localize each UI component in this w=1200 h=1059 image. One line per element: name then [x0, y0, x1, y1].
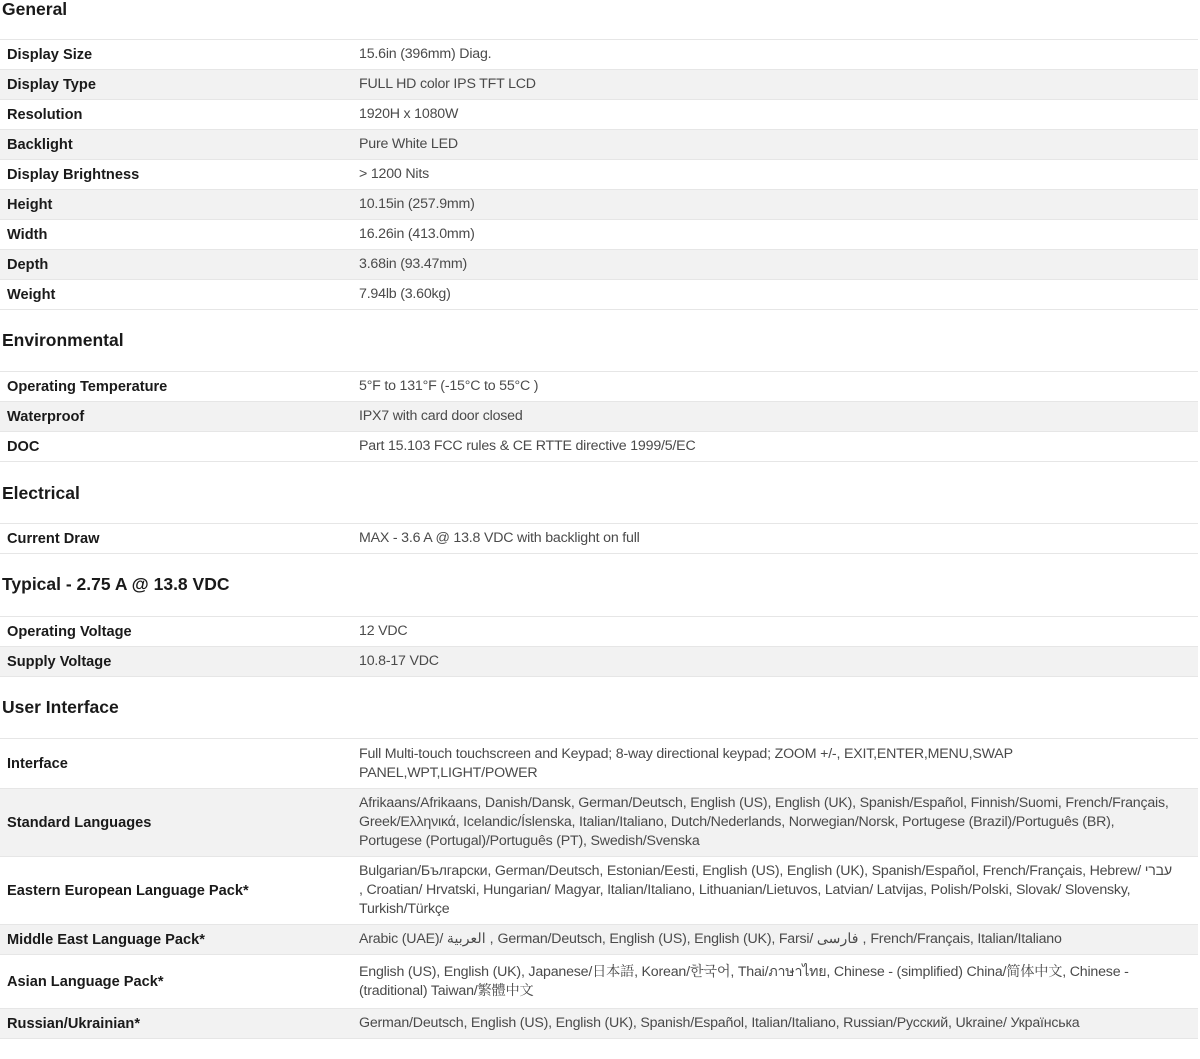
spec-value: 12 VDC — [359, 623, 408, 639]
section-general — [0, 0, 1200, 310]
spec-row-display-type — [0, 70, 1198, 100]
spec-table — [0, 39, 1198, 310]
spec-label: Middle East Language Pack* — [7, 931, 205, 948]
spec-row-eastern-european-pack — [0, 857, 1198, 925]
spec-value: 3.68in (93.47mm) — [359, 256, 467, 272]
spec-row-operating-voltage — [0, 617, 1198, 647]
spec-table — [0, 523, 1198, 554]
spec-label: Depth — [7, 256, 49, 273]
spec-row-resolution — [0, 100, 1198, 130]
spec-row-operating-temperature — [0, 372, 1198, 402]
spec-row-display-brightness — [0, 160, 1198, 190]
spec-label: Display Type — [7, 76, 96, 93]
spec-label: Display Brightness — [7, 166, 140, 183]
spec-label: Resolution — [7, 106, 83, 123]
spec-value: FULL HD color IPS TFT LCD — [359, 76, 536, 92]
spec-value: 5°F to 131°F (-15°C to 55°C ) — [359, 378, 539, 394]
spec-label: Standard Languages — [7, 814, 152, 831]
spec-row-supply-voltage — [0, 647, 1198, 677]
section-title: Environmental — [2, 330, 124, 350]
spec-value: Bulgarian/Български, German/Deutsch, Estonian/Eesti, English (US), English (UK), Spanish/Español, French/Français, Hebrew/ עברי , Croatian/ Hrvatski, Hungarian/ Magyar, Italian/Italiano, Lithuanian/Lietuvos, Latvian/ Latvijas, Polish/Polski, Slovak/ Slovensky, Turkish/Türkçe — [359, 863, 1172, 917]
spec-label: Waterproof — [7, 408, 85, 425]
spec-row-display-size — [0, 40, 1198, 70]
section-title: Typical - 2.75 A @ 13.8 VDC — [2, 574, 230, 594]
spec-table — [0, 738, 1198, 1039]
section-title: Electrical — [2, 483, 80, 503]
spec-label: Asian Language Pack* — [7, 973, 164, 990]
spec-label: Eastern European Language Pack* — [7, 882, 249, 899]
spec-row-waterproof — [0, 402, 1198, 432]
spec-label: Interface — [7, 755, 68, 772]
spec-row-height — [0, 190, 1198, 220]
spec-value: 16.26in (413.0mm) — [359, 226, 475, 242]
spec-label: Weight — [7, 286, 56, 303]
spec-value: 10.15in (257.9mm) — [359, 196, 475, 212]
spec-row-depth — [0, 250, 1198, 280]
spec-row-interface — [0, 739, 1198, 789]
section-environmental — [0, 310, 1200, 462]
spec-value: 10.8-17 VDC — [359, 653, 439, 669]
spec-label: Display Size — [7, 46, 93, 63]
spec-value: > 1200 Nits — [359, 166, 429, 182]
spec-row-middle-east-pack — [0, 925, 1198, 955]
section-title: General — [2, 0, 68, 19]
spec-table — [0, 616, 1198, 677]
spec-label: Backlight — [7, 136, 73, 153]
spec-label: Operating Voltage — [7, 623, 132, 640]
spec-label: Width — [7, 226, 48, 243]
spec-value: 7.94lb (3.60kg) — [359, 286, 451, 302]
section-user-interface — [0, 677, 1200, 1039]
section-electrical — [0, 462, 1200, 554]
spec-label: DOC — [7, 438, 40, 455]
spec-row-current-draw — [0, 524, 1198, 554]
spec-label: Current Draw — [7, 530, 100, 547]
spec-value: MAX - 3.6 A @ 13.8 VDC with backlight on full — [359, 530, 640, 546]
spec-row-russian-ukrainian — [0, 1009, 1198, 1039]
spec-value: English (US), English (UK), Japanese/日本語, Korean/한국어, Thai/ภาษาไทย, Chinese - (simplified) China/简体中文, Chinese - (traditional) Taiwan/繁體中文 — [359, 963, 1129, 999]
spec-label: Height — [7, 196, 53, 213]
spec-value: Pure White LED — [359, 136, 458, 152]
spec-value: Arabic (UAE)/ العربية , German/Deutsch, English (US), English (UK), Farsi/ فارسی , French/Français, Italian/Italiano — [359, 931, 1062, 947]
spec-value: German/Deutsch, English (US), English (UK), Spanish/Español, Italian/Italiano, Russian/Русский, Ukraine/ Українська — [359, 1015, 1080, 1031]
spec-row-backlight — [0, 130, 1198, 160]
spec-value: 15.6in (396mm) Diag. — [359, 46, 492, 62]
spec-value: 1920H x 1080W — [359, 106, 459, 122]
spec-value: Full Multi-touch touchscreen and Keypad; 8-way directional keypad; ZOOM +/-, EXIT,ENTER,MENU,SWAP PANEL,WPT,LIGHT/POWER — [359, 745, 1013, 781]
section-typical — [0, 554, 1200, 677]
spec-row-asian-pack — [0, 955, 1198, 1009]
spec-value: IPX7 with card door closed — [359, 408, 523, 424]
spec-label: Operating Temperature — [7, 378, 168, 395]
spec-value: Afrikaans/Afrikaans, Danish/Dansk, German/Deutsch, English (US), English (UK), Spanish/Español, Finnish/Suomi, French/Français, Greek/Ελληνικά, Icelandic/Íslenska, Italian/Italiano, Dutch/Nederlands, Norwegian/Norsk, Portugese (Brazil)/Português (BR), Portugese (Portugal)/Português (PT), Swedish/Svenska — [359, 795, 1169, 849]
spec-table — [0, 371, 1198, 462]
section-title: User Interface — [2, 697, 119, 717]
spec-row-width — [0, 220, 1198, 250]
spec-row-weight — [0, 280, 1198, 310]
spec-row-standard-languages — [0, 789, 1198, 857]
spec-row-doc — [0, 432, 1198, 462]
spec-label: Supply Voltage — [7, 653, 112, 670]
spec-value: Part 15.103 FCC rules & CE RTTE directive 1999/5/EC — [359, 438, 696, 454]
spec-label: Russian/Ukrainian* — [7, 1015, 141, 1032]
